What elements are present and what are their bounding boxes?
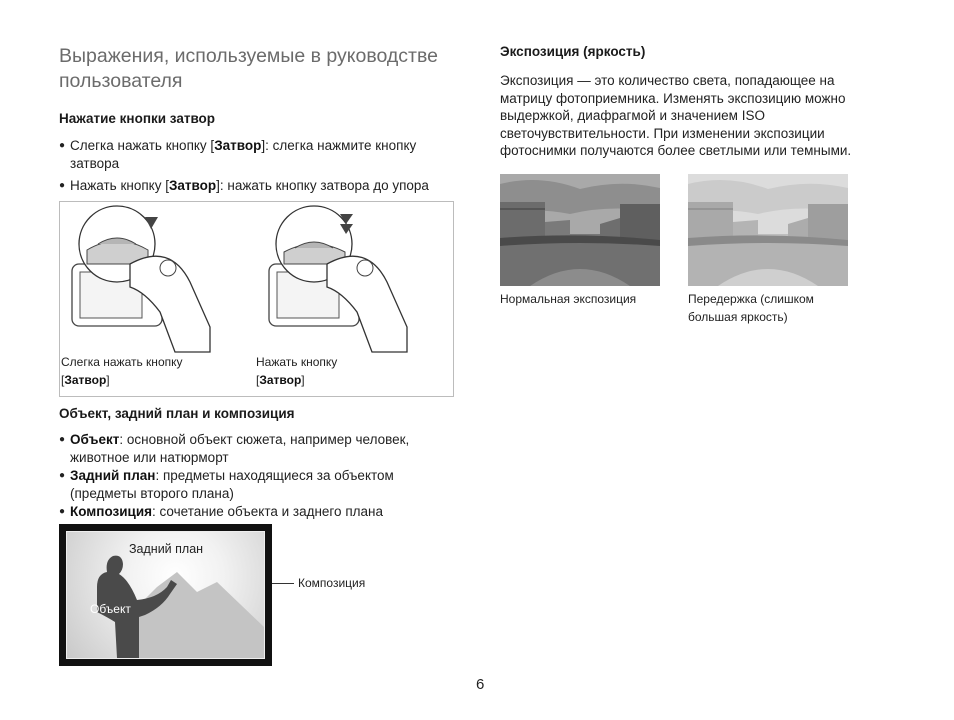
label-subject: Объект xyxy=(90,602,131,616)
caption-overexposure: Передержка (слишком большая яркость) xyxy=(688,292,814,324)
composition-leader-line xyxy=(272,583,294,584)
subject-bullet-object: ● Объект: основной объект сюжета, например человек, животное или натюрморт xyxy=(59,431,454,467)
subject-bullet-background: ● Задний план: предметы находящиеся за объектом (предметы второго плана) xyxy=(59,467,454,503)
composition-illustration xyxy=(59,524,272,666)
shutter-heading: Нажатие кнопки затвор xyxy=(59,111,216,126)
page-title: Выражения, используемые в руководстве пользователя xyxy=(59,45,438,92)
photo-normal-exposure xyxy=(500,174,660,286)
label-composition: Композиция xyxy=(298,576,366,590)
shutter-bullet-half: ● Слегка нажать кнопку [Затвор]: слегка нажмите кнопку затвора xyxy=(59,137,454,173)
shutter-bullets xyxy=(59,137,454,195)
exposure-heading: Экспозиция (яркость) xyxy=(500,44,646,59)
camera-full-press-illustration xyxy=(269,206,407,352)
caption-half-press: Слегка нажать кнопку [Затвор] xyxy=(61,355,183,387)
camera-half-press-illustration xyxy=(72,206,210,352)
label-background: Задний план xyxy=(129,542,204,556)
subject-bullets xyxy=(59,431,454,521)
caption-normal-exposure: Нормальная экспозиция xyxy=(500,292,637,306)
photo-overexposure xyxy=(688,174,848,286)
page-number: 6 xyxy=(476,676,485,693)
caption-full-press: Нажать кнопку [Затвор] xyxy=(256,355,338,387)
subject-heading: Объект, задний план и композиция xyxy=(59,406,295,421)
shutter-illustration-box xyxy=(59,201,454,397)
composition-frame xyxy=(66,531,265,659)
exposure-text: Экспозиция — это количество света, попадающее на матрицу фотоприемника. Изменять экспозицию можно выдержкой, диафрагмой и значением ISO светочувствительности. При изменении экспозиции фотоснимки получаются более светлыми или темными. xyxy=(500,73,852,158)
shutter-bullet-full: ● Нажать кнопку [Затвор]: нажать кнопку затвора до упора xyxy=(59,177,454,195)
subject-bullet-composition: ● Композиция: сочетание объекта и заднего плана xyxy=(59,503,454,521)
